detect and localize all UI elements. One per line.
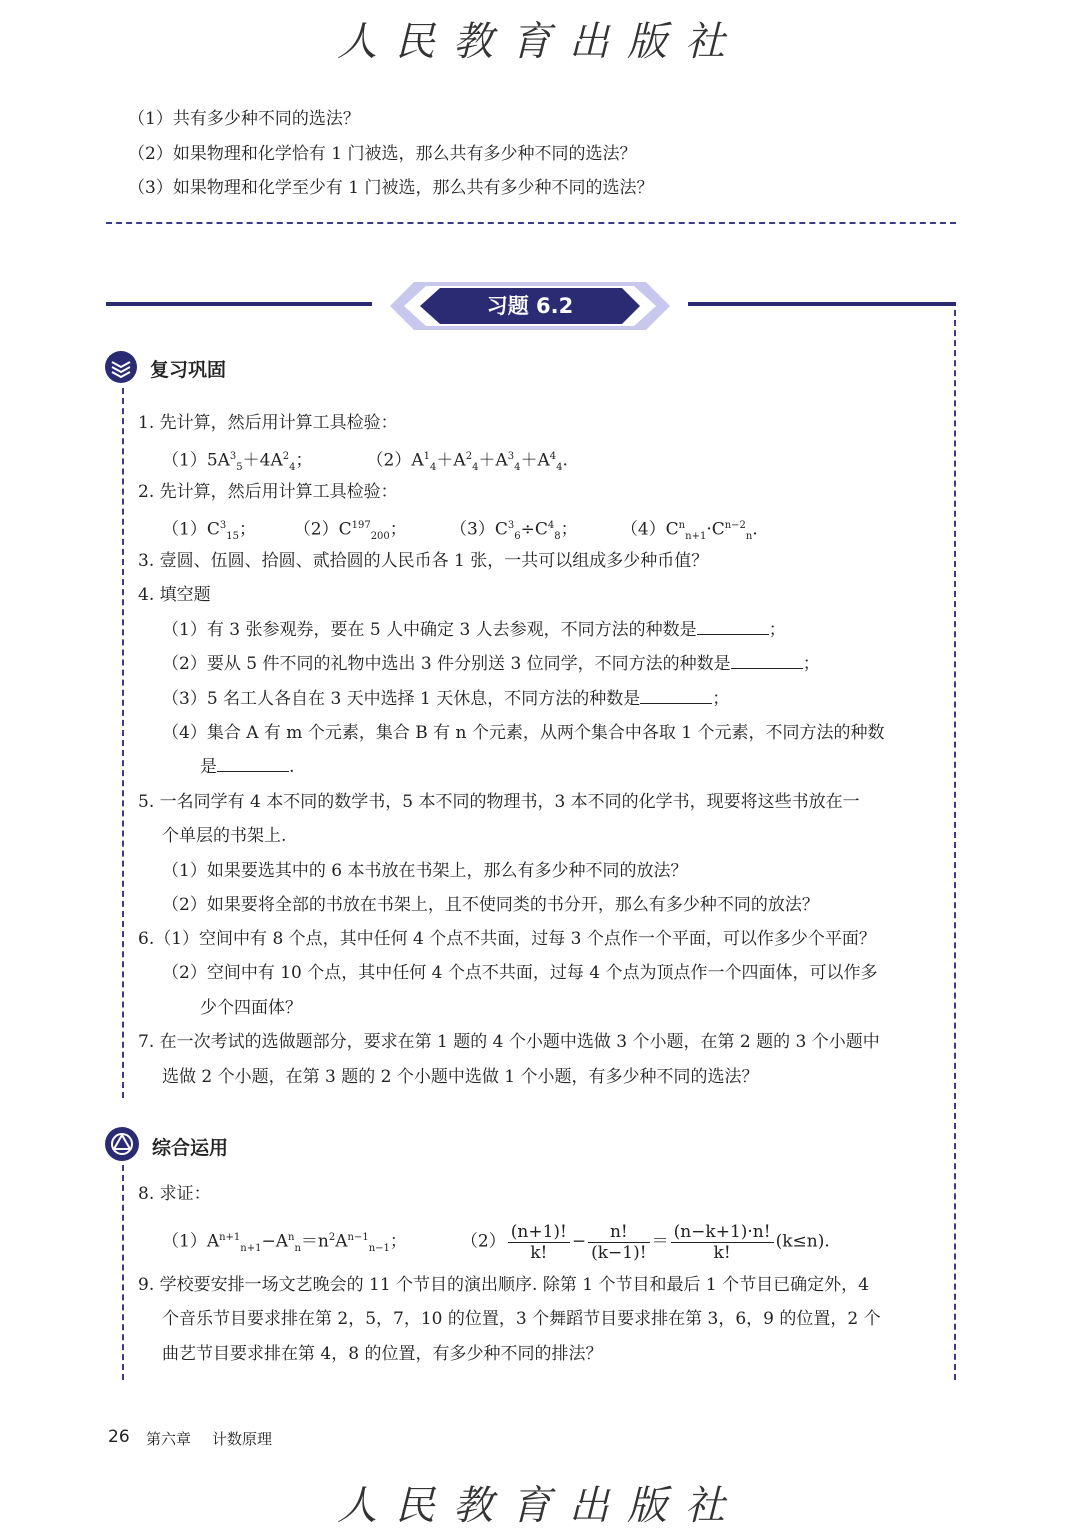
section-title-review: 复习巩固	[150, 359, 227, 381]
exercise-5-2: （2）如果要将全部的书放在书架上，且不使同类的书分开，那么有多少种不同的放法？	[162, 895, 819, 915]
exercise-1-items: $(1)5A^3_5+4A^2_4$； $(2)A^1_4+A^2_4+A^3_4+A^4_4$.	[162, 450, 568, 474]
question-line: （3）如果物理和化学至少有 1 门被选，那么共有多少种不同的选法？	[128, 178, 654, 198]
question-line: （2）如果物理和化学恰有 1 门被选，那么共有多少种不同的选法？	[128, 144, 637, 164]
publisher-logo-footer: 人民教育出版社	[337, 1483, 743, 1529]
exercise-6-2: （2）空间中有 10 个点，其中任何 4 个点不共面，过每 4 个点为顶点作一个四面体，可以作多	[162, 963, 878, 983]
left-dashed-rule	[122, 1165, 124, 1380]
exercise-2: 2. 先计算，然后用计算工具检验：	[138, 482, 398, 502]
exercise-9-cont: 曲艺节目要求排在第 4，8 的位置，有多少种不同的排法？	[162, 1344, 603, 1364]
exercise-4-1: （1）有 3 张参观券，要在 5 人中确定 3 人去参观，不同方法的种数是 ；	[162, 620, 786, 640]
exercise-5-1: （1）如果要选其中的 6 本书放在书架上，那么有多少种不同的放法？	[162, 861, 688, 881]
exercise-4-3: （3）5 名工人各自在 3 天中选择 1 天休息，不同方法的种数是 ；	[162, 689, 730, 709]
exercise-9: 9. 学校要安排一场文艺晚会的 11 个节目的演出顺序. 除第 1 个节目和最后 1 个节目已确定外，4	[138, 1275, 869, 1295]
exercise-8: 8. 求证：	[138, 1184, 211, 1204]
right-dashed-rule	[954, 310, 956, 1380]
banner-rule-right	[688, 302, 956, 306]
chapter-title: 计数原理	[212, 1430, 273, 1448]
section-title-application: 综合运用	[152, 1137, 229, 1159]
exercise-8-items: $(1)A^{n+1}_{n+1}-A^n_n=n^2A^{n-1}_{n-1}$； （2） $\frac{(n+1)!}{k!}$ − $\frac{n!}{(k-1)!}$ ＝ $\frac{(n-k+1)\cdot n!}{k!}$ (k≤n).	[162, 1221, 830, 1263]
publisher-logo: 人民教育出版社	[337, 19, 743, 65]
dashed-separator	[106, 222, 956, 224]
exercise-9-cont: 个音乐节目要求排在第 2，5，7，10 的位置，3 个舞蹈节目要求排在第 3，6，9 的位置，2 个	[162, 1309, 881, 1329]
exercise-4-2: （2）要从 5 件不同的礼物中选出 3 件分别送 3 位同学，不同方法的种数是 ；	[162, 654, 820, 674]
exercise-3: 3. 壹圆、伍圆、拾圆、贰拾圆的人民币各 1 张，一共可以组成多少种币值？	[138, 551, 709, 571]
exercise-6-1: 6.（1）空间中有 8 个点，其中任何 4 个点不共面，过每 3 个点作一个平面，可以作多少个平面？	[138, 929, 876, 949]
review-icon	[104, 350, 138, 384]
exercise-4: 4. 填空题	[138, 585, 211, 605]
application-icon	[104, 1126, 140, 1162]
exercise-5-cont: 个单层的书架上.	[162, 826, 287, 846]
exercise-7: 7. 在一次考试的选做题部分，要求在第 1 题的 4 个小题中选做 3 个小题，在第 2 题的 3 个小题中	[138, 1032, 880, 1052]
left-dashed-rule	[122, 388, 124, 1098]
banner-rule-left	[106, 302, 372, 306]
exercise-2-items: $(1)C^3_{15}$； $(2)C^{197}_{200}$； $(3)C^3_6\div C^4_8$； $(4)C^n_{n+1}\cdot C^{n-2}_n$.	[162, 519, 758, 543]
exercise-4-4-cont: 是 .	[200, 757, 295, 777]
exercise-7-cont: 选做 2 个小题，在第 3 题的 2 个小题中选做 1 个小题，有多少种不同的选法？	[162, 1067, 759, 1087]
exercise-1: 1. 先计算，然后用计算工具检验：	[138, 413, 398, 433]
chapter-label: 第六章	[146, 1430, 192, 1448]
exercise-4-4: （4）集合 A 有 m 个元素，集合 B 有 n 个元素，从两个集合中各取 1 个元素，不同方法的种数	[162, 723, 885, 743]
page-number: 26	[108, 1427, 130, 1447]
exercise-6-2-cont: 少个四面体？	[200, 998, 302, 1018]
question-line: （1）共有多少种不同的选法？	[128, 109, 360, 129]
exercise-5: 5. 一名同学有 4 本不同的数学书，5 本不同的物理书，3 本不同的化学书，现要将这些书放在一	[138, 792, 860, 812]
exercise-title: 习题 6.2	[486, 294, 574, 318]
